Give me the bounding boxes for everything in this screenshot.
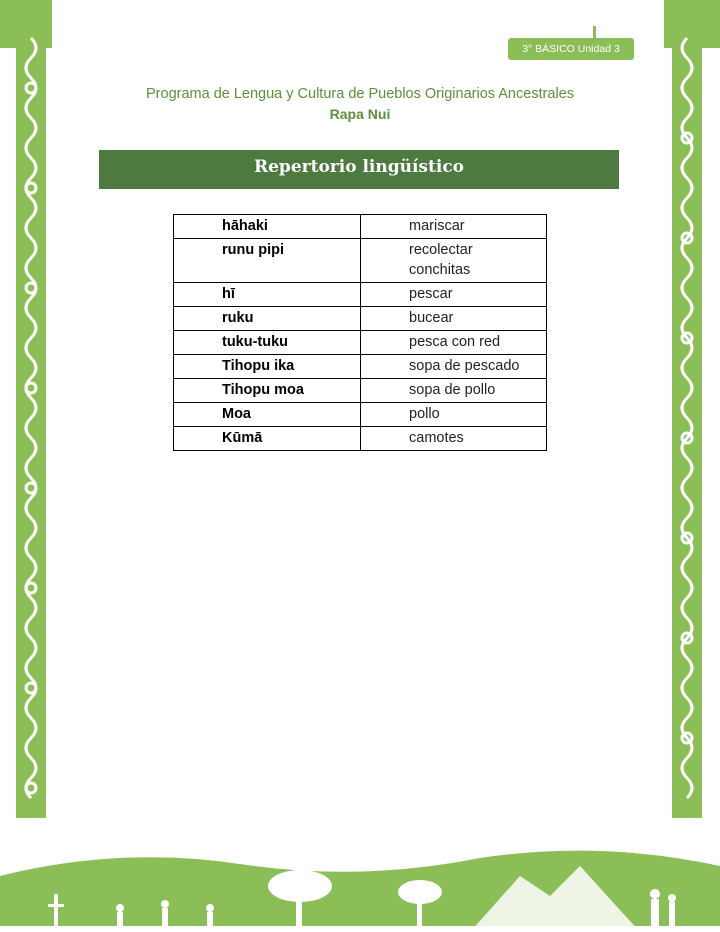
vocab-term: Tihopu moa — [174, 379, 361, 403]
table-row — [174, 331, 547, 355]
table-row — [174, 283, 547, 307]
vocab-meaning: mariscar — [361, 215, 547, 239]
table-row — [174, 427, 547, 451]
table-row — [174, 215, 547, 239]
vocab-meaning: camotes — [361, 427, 547, 451]
landscape-silhouette-icon — [0, 846, 720, 932]
vocab-term: Tihopu ika — [174, 355, 361, 379]
table-row — [174, 307, 547, 331]
vocab-meaning: recolectar conchitas — [361, 239, 547, 283]
vocab-meaning: pescar — [361, 283, 547, 307]
vocab-term: Kūmā — [174, 427, 361, 451]
vocab-meaning: sopa de pollo — [361, 379, 547, 403]
vocab-meaning: bucear — [361, 307, 547, 331]
grade-badge: 3° BÁSICO Unidad 3 — [508, 38, 634, 60]
table-row — [174, 379, 547, 403]
program-subtitle: Rapa Nui — [329, 106, 391, 122]
vocabulary-table — [173, 214, 547, 451]
vocab-meaning: sopa de pescado — [361, 355, 547, 379]
table-row — [174, 239, 547, 283]
section-title-banner: Repertorio lingüístico — [99, 150, 619, 189]
vocab-term: tuku-tuku — [174, 331, 361, 355]
table-row — [174, 355, 547, 379]
vocab-term: Moa — [174, 403, 361, 427]
vocab-term: ruku — [174, 307, 361, 331]
program-title: Programa de Lengua y Cultura de Pueblos Originarios Ancestrales — [146, 86, 574, 102]
table-row — [174, 403, 547, 427]
vocab-term: hī — [174, 283, 361, 307]
right-ornament-border-icon — [672, 28, 702, 818]
vocab-meaning: pollo — [361, 403, 547, 427]
vocab-term: hāhaki — [174, 215, 361, 239]
left-ornament-border-icon — [16, 28, 46, 818]
vocab-term: runu pipi — [174, 239, 361, 283]
vocab-meaning: pesca con red — [361, 331, 547, 355]
